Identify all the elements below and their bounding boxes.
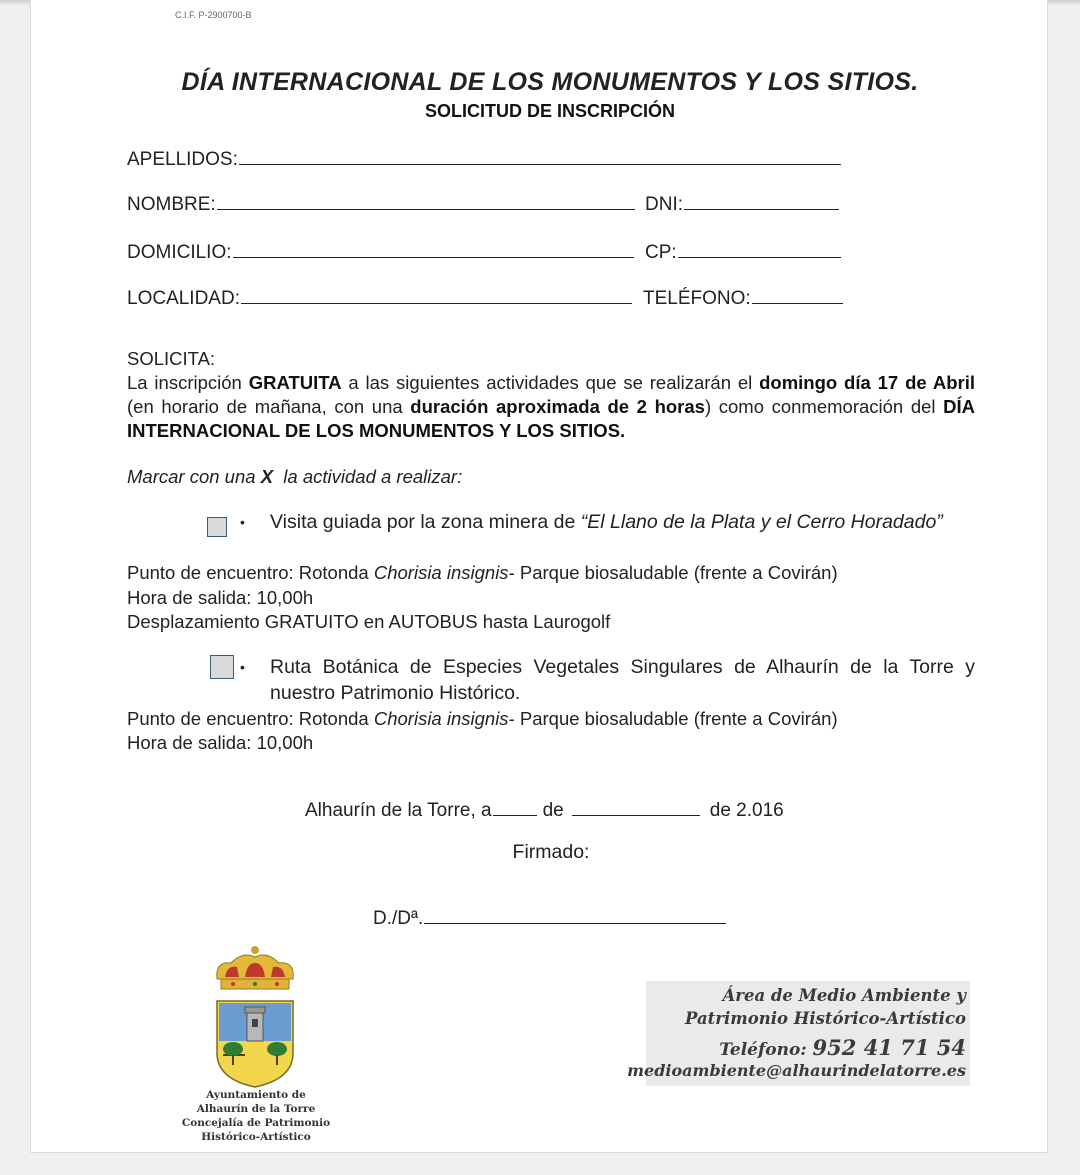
- de-label: de: [542, 800, 564, 821]
- apellidos-label: APELLIDOS:: [127, 149, 238, 170]
- contact-phone: Teléfono: 952 41 71 54: [719, 1035, 966, 1060]
- activity-1-checkbox[interactable]: [207, 517, 227, 537]
- signer-label: D./Dª.: [373, 908, 424, 929]
- apellidos-line[interactable]: [239, 146, 841, 165]
- telefono-line[interactable]: [752, 285, 843, 304]
- dni-line[interactable]: [684, 191, 839, 210]
- nombre-label: NOMBRE:: [127, 194, 216, 215]
- bullet-icon: •: [240, 659, 245, 675]
- activity-1-meeting-point: Punto de encuentro: Rotonda Chorisia insignis- Parque biosaludable (frente a Covirán): [127, 562, 838, 583]
- cp-label: CP:: [645, 242, 677, 263]
- activity-1-departure: Hora de salida: 10,00h: [127, 587, 314, 608]
- contact-area-line1: Área de Medio Ambiente y: [722, 986, 966, 1005]
- activity-2-meeting-point: Punto de encuentro: Rotonda Chorisia insignis- Parque biosaludable (frente a Covirán): [127, 708, 838, 729]
- month-line[interactable]: [572, 797, 700, 816]
- contact-box: [627, 981, 970, 1086]
- nombre-field[interactable]: [127, 191, 635, 216]
- activity-1-transport: Desplazamiento GRATUITO en AUTOBUS hasta Laurogolf: [127, 611, 611, 632]
- place-label: Alhaurín de la Torre, a: [305, 800, 492, 821]
- date-line[interactable]: [305, 797, 784, 822]
- document-title: DÍA INTERNACIONAL DE LOS MONUMENTOS Y LOS SITIOS.: [181, 68, 919, 96]
- activity-2-departure: Hora de salida: 10,00h: [127, 732, 314, 753]
- activity-1-title: Visita guiada por la zona minera de “El Llano de la Plata y el Cerro Horadado”: [270, 511, 943, 533]
- signer-line[interactable]: [424, 905, 726, 924]
- activity-2-checkbox[interactable]: [210, 655, 234, 679]
- cif-number: C.I.F. P-2900700-B: [175, 10, 252, 20]
- signer-field[interactable]: [373, 905, 726, 930]
- dni-label: DNI:: [645, 194, 683, 215]
- day-line[interactable]: [493, 797, 537, 816]
- solicita-paragraph: La inscripción GRATUITA a las siguientes actividades que se realizarán el domingo día 17 de Abril (en horario de mañana, con una duración aproximada de 2 horas) como conmemoración del DÍA INTERNACIONAL DE LOS MONUMENTOS Y LOS SITIOS.: [127, 372, 976, 441]
- contact-email[interactable]: medioambiente@alhaurindelatorre.es: [627, 1061, 966, 1080]
- telefono-field[interactable]: [643, 285, 843, 310]
- telefono-label: TELÉFONO:: [643, 288, 751, 309]
- instruction-text: Marcar con una X la actividad a realizar:: [127, 466, 463, 487]
- domicilio-field[interactable]: [127, 239, 634, 264]
- solicita-heading: SOLICITA:: [127, 348, 216, 369]
- dni-field[interactable]: [645, 191, 839, 216]
- firmado-label: Firmado:: [512, 841, 590, 863]
- document-subtitle: SOLICITUD DE INSCRIPCIÓN: [424, 101, 675, 121]
- crest-caption: Ayuntamiento de Alhaurín de la Torre Concejalía de Patrimonio Histórico-Artístico: [181, 1089, 331, 1143]
- domicilio-label: DOMICILIO:: [127, 242, 232, 263]
- coat-of-arms-logo: [205, 943, 305, 1091]
- nombre-line[interactable]: [217, 191, 635, 210]
- localidad-line[interactable]: [241, 285, 632, 304]
- apellidos-field[interactable]: [127, 146, 841, 171]
- contact-area-line2: Patrimonio Histórico-Artístico: [685, 1009, 966, 1028]
- activity-2-title: Ruta Botánica de Especies Vegetales Singulares de Alhaurín de la Torre y nuestro Patrimonio Histórico.: [270, 656, 975, 704]
- domicilio-line[interactable]: [233, 239, 634, 258]
- localidad-field[interactable]: [127, 285, 632, 310]
- bullet-icon: •: [240, 514, 245, 530]
- year-label: de 2.016: [709, 800, 784, 821]
- localidad-label: LOCALIDAD:: [127, 288, 240, 309]
- cp-field[interactable]: [645, 239, 841, 264]
- cp-line[interactable]: [678, 239, 841, 258]
